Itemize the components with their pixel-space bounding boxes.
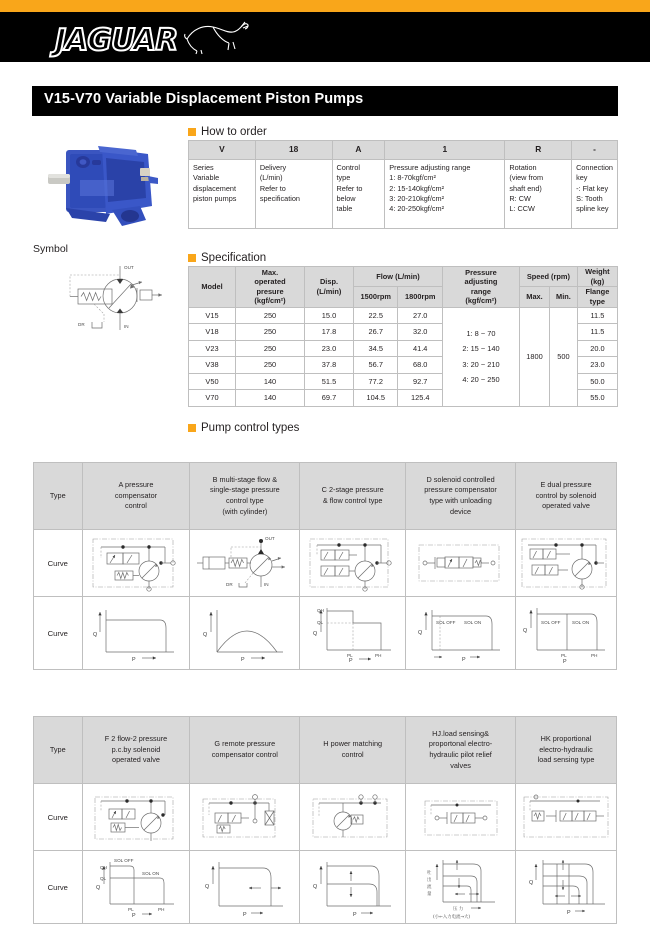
spec-max-pressure: 250 [236,307,305,324]
svg-text:Q: Q [202,632,208,638]
schematic-e [516,530,617,597]
svg-text:吐: 吐 [426,871,431,876]
svg-text:OUT: OUT [124,265,134,270]
spec-col-disp: Disp. (L/min) [305,267,354,308]
svg-text:PL: PL [561,653,567,658]
pump-control-table-2 [33,716,617,924]
svg-text:Q: Q [417,630,422,636]
curve-hk [516,851,617,924]
svg-text:QL: QL [316,620,323,625]
svg-text:PL: PL [127,907,134,912]
pump-control-table-1 [33,462,617,670]
spec-flow-1800: 32.0 [398,324,442,341]
spec-flow-1500: 77.2 [354,373,398,390]
svg-text:(小←入力电流→大): (小←入力电流→大) [432,915,470,920]
svg-text:PL: PL [346,653,353,658]
order-desc-delivery: Delivery (L/min) Refer to specification [255,159,332,228]
spec-flow-1500: 26.7 [354,324,398,341]
svg-text:PH: PH [591,653,598,658]
spec-max-pressure: 250 [236,324,305,341]
spec-col-speed-min: Min. [550,287,578,307]
spec-model: V50 [189,373,236,390]
order-code-pressure: 1 [385,141,505,160]
spec-weight: 11.5 [577,307,617,324]
brand-name: JAGUAR [55,23,178,58]
spec-flow-1800: 68.0 [398,357,442,374]
spec-flow-1800: 41.4 [398,340,442,357]
spec-max-pressure: 140 [236,390,305,407]
curve-h [300,851,406,924]
svg-text:SOL ON: SOL ON [463,620,481,625]
pump-photo [36,140,176,236]
svg-text:DR: DR [78,322,85,327]
spec-speed-max: 1800 [519,307,549,406]
spec-pressure-range: 1: 8 ~ 70 2: 15 ~ 140 3: 20 ~ 210 4: 20 ~ 250 [442,307,519,406]
spec-flow-1800: 27.0 [398,307,442,324]
schematic-a [82,530,190,597]
spec-model: V70 [189,390,236,407]
spec-weight: 23.0 [577,357,617,374]
control-type-hk: HK proportional electro-hydraulic load sensing type [516,717,617,784]
spec-col-pressure-range: Pressure adjusting range (kgf/cm²) [442,267,519,308]
svg-text:Q: Q [312,884,317,890]
spec-disp: 17.8 [305,324,354,341]
curve-row-label: Curve [34,530,83,597]
order-code-row [189,141,618,160]
svg-text:Q: Q [204,884,210,890]
order-desc-connection: Connection key -: Flat key S: Tooth spline key [572,159,618,228]
spec-weight: 55.0 [577,390,617,407]
curve-g [190,851,300,924]
spec-disp: 23.0 [305,340,354,357]
svg-text:PH: PH [157,907,165,912]
spec-flow-1500: 56.7 [354,357,398,374]
accent-square-icon [188,254,196,262]
spec-flow-1500: 34.5 [354,340,398,357]
order-desc-pressure: Pressure adjusting range 1: 8-70kgf/cm² 2: 15-140kgf/cm² 3: 20-210kgf/cm² 4: 20-250kgf/cm² [385,159,505,228]
svg-text:Q: Q [523,628,528,634]
brand-logo [55,17,255,59]
control-schematic-row [34,530,617,597]
svg-text:SOL ON: SOL ON [572,620,590,625]
header-spacer [0,62,650,86]
svg-text:压 力: 压 力 [452,907,463,912]
svg-text:量: 量 [426,892,431,897]
control-type-header-row [34,717,617,784]
how-to-order-table [188,140,618,229]
svg-text:IN: IN [124,324,129,329]
svg-text:QH: QH [99,865,107,870]
control-type-hj: HJ.load sensing& proportonal electro- hydraulic pilot relief valves [406,717,516,784]
svg-text:QL: QL [99,876,107,881]
spec-flow-1800: 92.7 [398,373,442,390]
accent-square-icon [188,424,196,432]
order-desc-series: Series Variable displacement piston pumps [189,159,256,228]
control-type-d: D solenoid controlled pressure compensator type with unloading device [406,463,516,530]
page-title-text: V15-V70 Variable Displacement Piston Pumps [44,91,364,107]
order-code-rotation: R [505,141,572,160]
control-type-header-row [34,463,617,530]
control-type-a: A pressure compensator control [82,463,190,530]
spec-disp: 69.7 [305,390,354,407]
spec-disp: 51.5 [305,373,354,390]
svg-text:P: P [563,659,567,664]
spec-col-flange: Flange type [577,287,617,307]
svg-text:流: 流 [426,885,431,890]
curve-e [516,597,617,670]
order-code-delivery: 18 [255,141,332,160]
spec-model: V18 [189,324,236,341]
specification-heading [188,252,266,264]
svg-text:P: P [240,657,245,663]
svg-text:QH: QH [316,608,324,613]
schematic-hk [516,784,617,851]
curve-b [190,597,300,670]
curve-f [82,851,190,924]
schematic-h [300,784,406,851]
specification-table [188,266,618,407]
schematic-g [190,784,300,851]
spec-disp: 37.8 [305,357,354,374]
order-desc-control: Control type Refer to below table [332,159,385,228]
spec-model: V15 [189,307,236,324]
spec-speed-min: 500 [550,307,578,406]
curve-hj [406,851,516,924]
hydraulic-symbol-diagram [56,262,182,340]
control-type-b: B multi-stage flow & single-stage pressure control type (with cylinder) [190,463,300,530]
svg-text:P: P [348,658,353,664]
control-type-label: Type [34,717,83,784]
spec-max-pressure: 250 [236,340,305,357]
curve-row-label: Curve [34,597,83,670]
svg-text:P: P [131,913,136,919]
curve-d [406,597,516,670]
svg-text:P: P [131,657,136,663]
control-curve-row [34,597,617,670]
spec-max-pressure: 140 [236,373,305,390]
symbol-label: Symbol [33,243,69,255]
curve-row-label: Curve [34,851,83,924]
order-desc-rotation: Rotation (view from shaft end) R: CW L: CCW [505,159,572,228]
table-row [189,307,618,324]
svg-text:OUT: OUT [264,536,275,541]
svg-text:Q: Q [92,632,98,638]
spec-flow-1500: 104.5 [354,390,398,407]
svg-text:SOL OFF: SOL OFF [113,858,134,863]
logo-band [0,12,650,62]
spec-model: V23 [189,340,236,357]
spec-col-flow-1800: 1800rpm [398,287,442,307]
spec-max-pressure: 250 [236,357,305,374]
schematic-hj [406,784,516,851]
how-to-order-heading [188,126,267,138]
control-type-label: Type [34,463,83,530]
accent-square-icon [188,128,196,136]
control-type-h: H power matching control [300,717,406,784]
spec-weight: 20.0 [577,340,617,357]
spec-col-speed-max: Max. [519,287,549,307]
spec-col-speed: Speed (rpm) [519,267,577,287]
curve-a [82,597,190,670]
svg-text:出: 出 [426,878,431,883]
spec-flow-1800: 125.4 [398,390,442,407]
svg-text:P: P [352,912,357,918]
svg-text:IN: IN [263,582,269,587]
spec-col-max-pressure: Max. operated presure (kgf/cm²) [236,267,305,308]
control-type-g: G remote pressure compensator control [190,717,300,784]
control-type-f: F 2 flow-2 pressure p.c.by solenoid operated valve [82,717,190,784]
order-code-control: A [332,141,385,160]
schematic-f [82,784,190,851]
control-curve-row [34,851,617,924]
spec-col-model: Model [189,267,236,308]
top-accent-bar [0,0,650,12]
svg-text:P: P [461,657,466,663]
schematic-b [190,530,300,597]
spec-weight: 11.5 [577,324,617,341]
svg-text:P: P [242,912,247,918]
spec-col-flow-1500: 1500rpm [354,287,398,307]
spec-flow-1500: 22.5 [354,307,398,324]
svg-text:Q: Q [95,885,101,891]
jaguar-logo-icon [183,19,251,55]
svg-text:SOL OFF: SOL OFF [435,620,456,625]
schematic-d [406,530,516,597]
svg-text:Q: Q [312,631,317,637]
order-code-connection: - [572,141,618,160]
control-schematic-row [34,784,617,851]
pump-control-types-heading [188,422,299,434]
svg-text:P: P [567,910,571,916]
specification-title: Specification [201,252,267,264]
spec-col-flow: Flow (L/min) [354,267,443,287]
order-code-series: V [189,141,256,160]
order-description-row [189,159,618,228]
curve-row-label: Curve [34,784,83,851]
pump-control-types-title: Pump control types [201,422,300,434]
spec-weight: 50.0 [577,373,617,390]
spec-col-weight: Weight (kg) [577,267,617,287]
svg-text:SOL OFF: SOL OFF [541,620,561,625]
spec-disp: 15.0 [305,307,354,324]
svg-text:PH: PH [374,653,382,658]
svg-text:DR: DR [225,582,233,587]
spec-model: V38 [189,357,236,374]
page-title [32,86,618,116]
svg-text:Q: Q [529,880,534,886]
spec-header-row-1 [189,267,618,287]
svg-text:SOL ON: SOL ON [141,871,160,876]
how-to-order-title: How to order [201,126,267,138]
schematic-c [300,530,406,597]
curve-c [300,597,406,670]
control-type-c: C 2-stage pressure & flow control type [300,463,406,530]
control-type-e: E dual pressure control by solenoid operated valve [516,463,617,530]
